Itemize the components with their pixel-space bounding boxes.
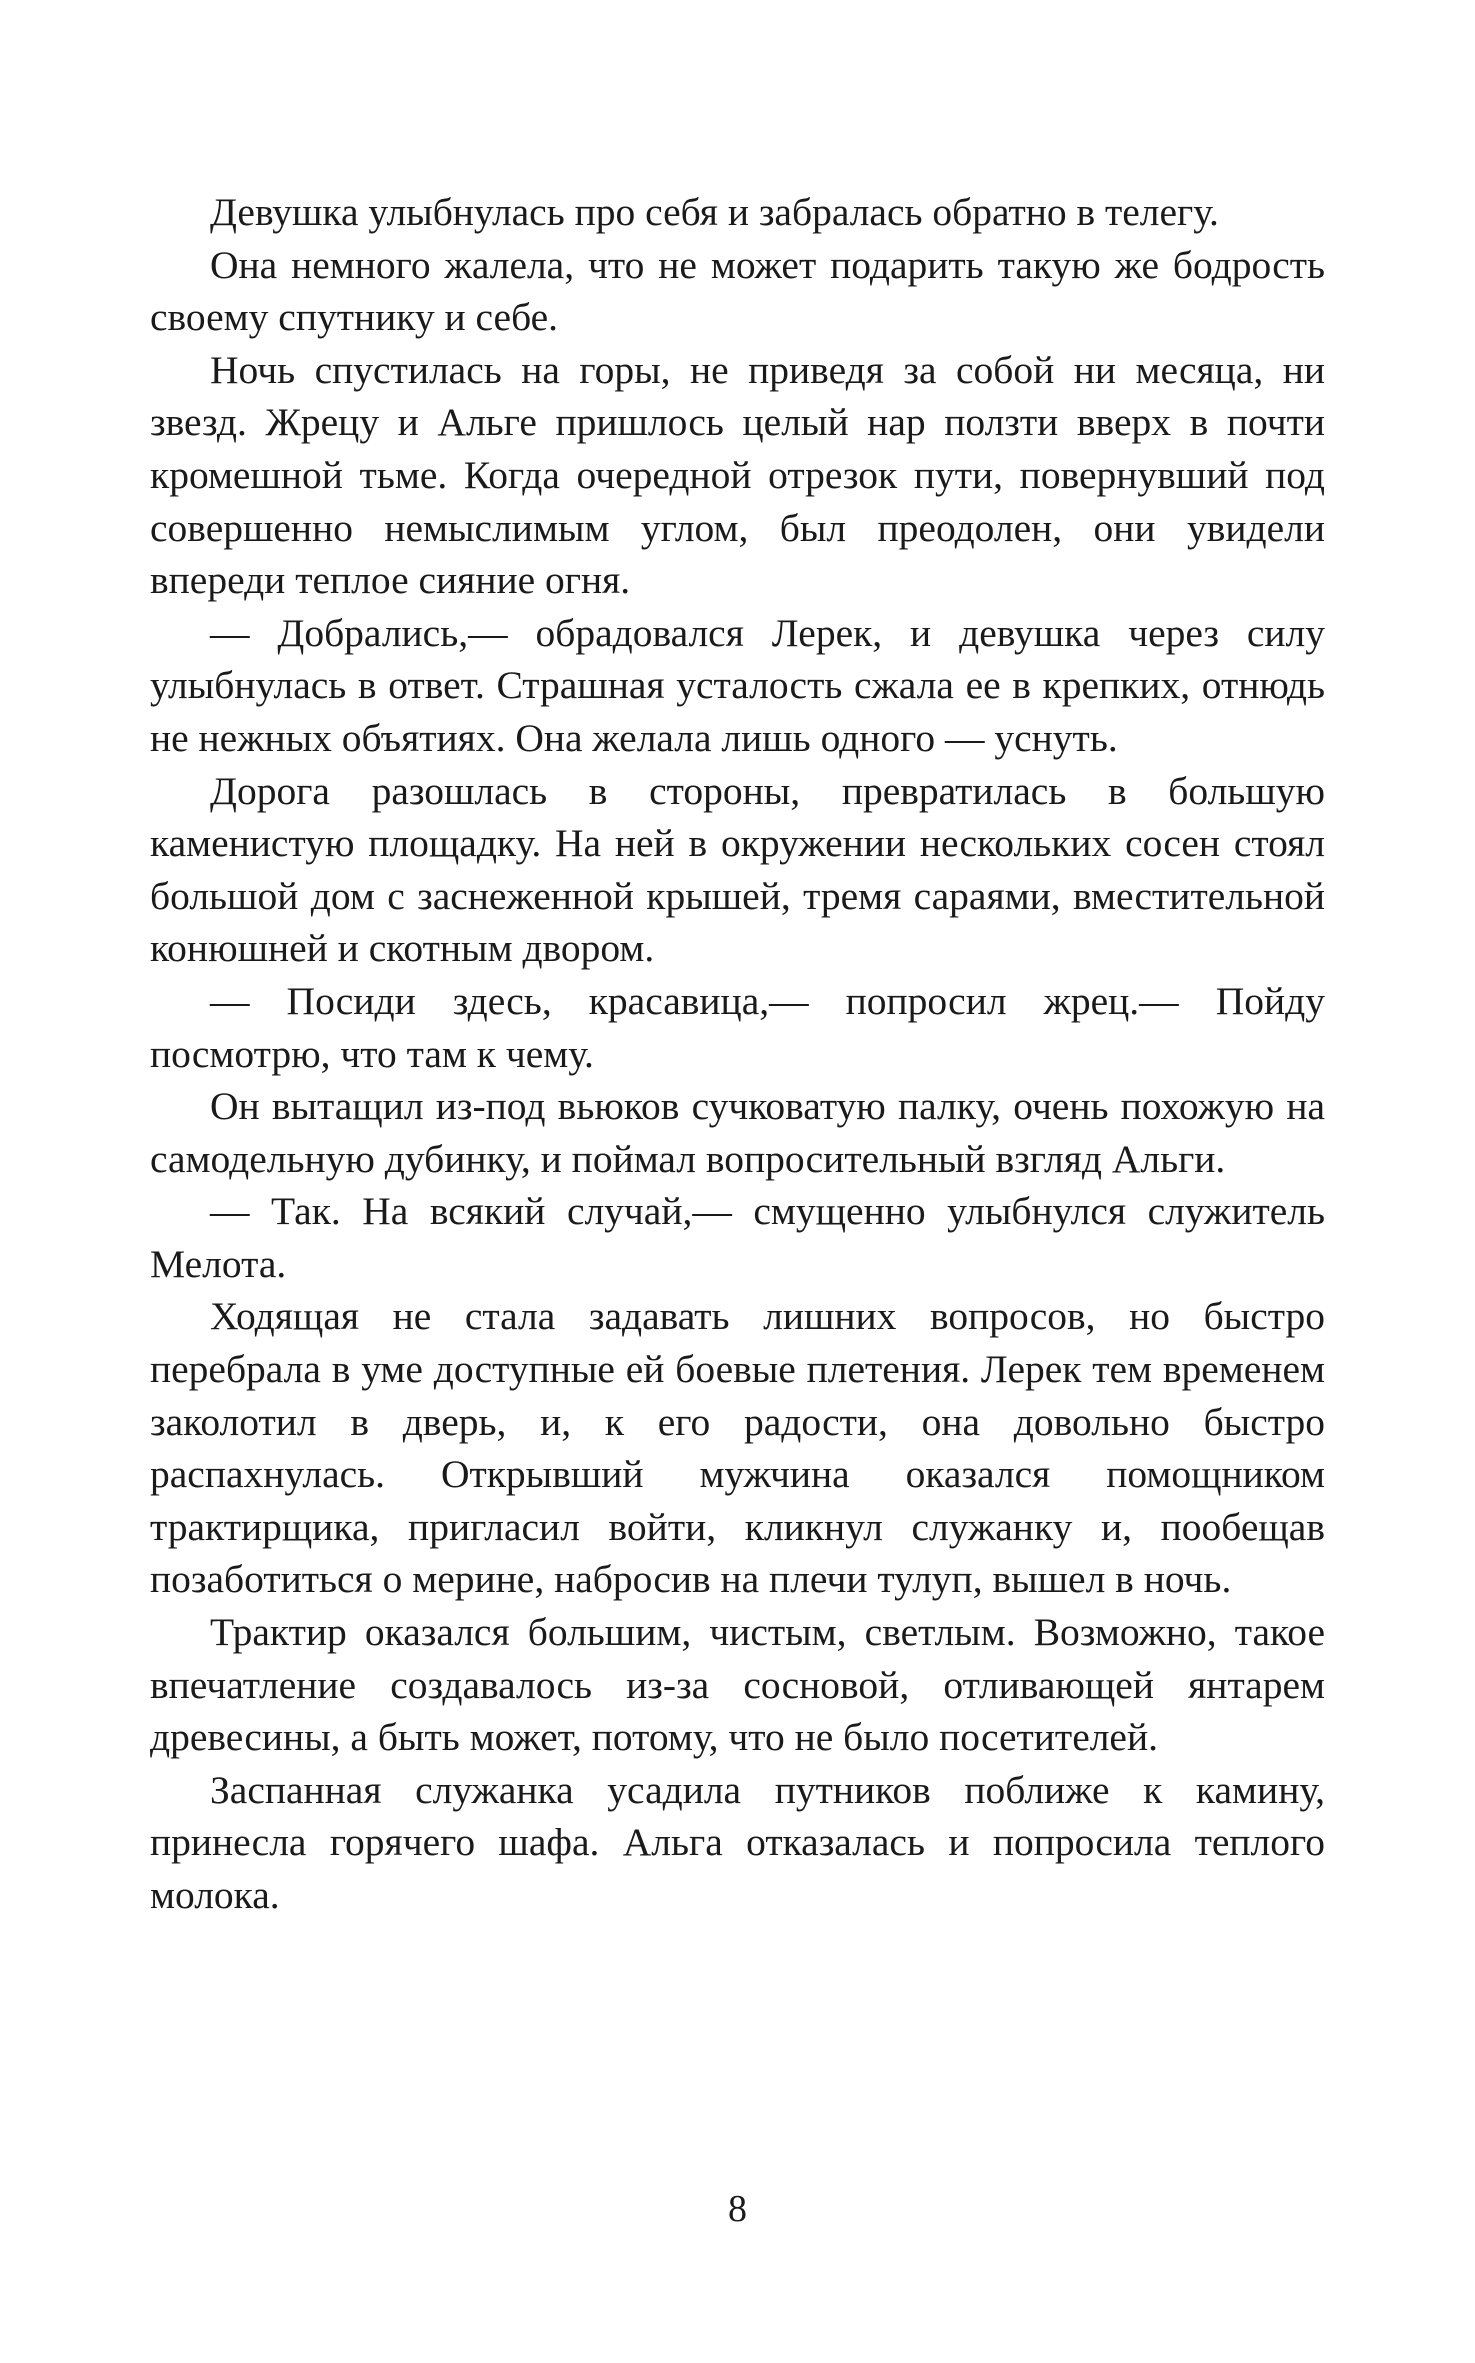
paragraph: Дорога разошлась в стороны, превратилась в большую каменистую площадку. На ней в окружении нескольких сосен стоял большой дом с заснеженной крышей, тремя сараями, вместительной конюшней и скотным двором. [150, 768, 1325, 971]
paragraph: Ночь спустилась на горы, не приведя за собой ни месяца, ни звезд. Жрецу и Альге пришлось целый нар ползти вверх в почти кромешной тьме. Когда очередной отрезок пути, повернувший под совершенно немыслимым углом, был преодолен, они увидели впереди теплое сияние огня. [150, 347, 1325, 603]
paragraph: — Добрались,— обрадовался Лерек, и девушка через силу улыбнулась в ответ. Страшная усталость сжала ее в крепких, отнюдь не нежных объятиях. Она желала лишь одного — уснуть. [150, 610, 1325, 760]
body-text [150, 186, 1325, 1922]
paragraph: — Посиди здесь, красавица,— попросил жрец.— Пойду посмотрю, что там к чему. [150, 978, 1325, 1076]
paragraph: Он вытащил из-под вьюков сучковатую палку, очень похожую на самодельную дубинку, и поймал вопросительный взгляд Альги. [150, 1084, 1325, 1181]
paragraph: Девушка улыбнулась про себя и забралась обратно в телегу. [210, 190, 1219, 234]
paragraph: — Так. На всякий случай,— смущенно улыбнулся служитель Мелота. [150, 1189, 1325, 1286]
paragraph: Ходящая не стала задавать лишних вопросов, но быстро перебрала в уме доступные ей боевые плетения. Лерек тем временем заколотил в дверь, и, к его радости, она довольно быстро распахнулась. Открывший мужчина оказался помощником трактирщика, пригласил войти, кликнул служанку и, пообещав позаботиться о мерине, набросив на плечи тулуп, вышел в ночь. [150, 1294, 1325, 1602]
page-number: 8 [728, 2188, 747, 2230]
paragraph: Трактир оказался большим, чистым, светлым. Возможно, такое впечатление создавалось из-за сосновой, отливающей янтарем древесины, а быть может, потому, что не было посетителей. [150, 1610, 1325, 1760]
paragraph: Заспанная служанка усадила путников поближе к камину, принесла горячего шафа. Альга отказалась и попросила теплого молока. [150, 1767, 1325, 1917]
paragraph: Она немного жалела, что не может подарить такую же бодрость своему спутнику и себе. [150, 242, 1325, 340]
